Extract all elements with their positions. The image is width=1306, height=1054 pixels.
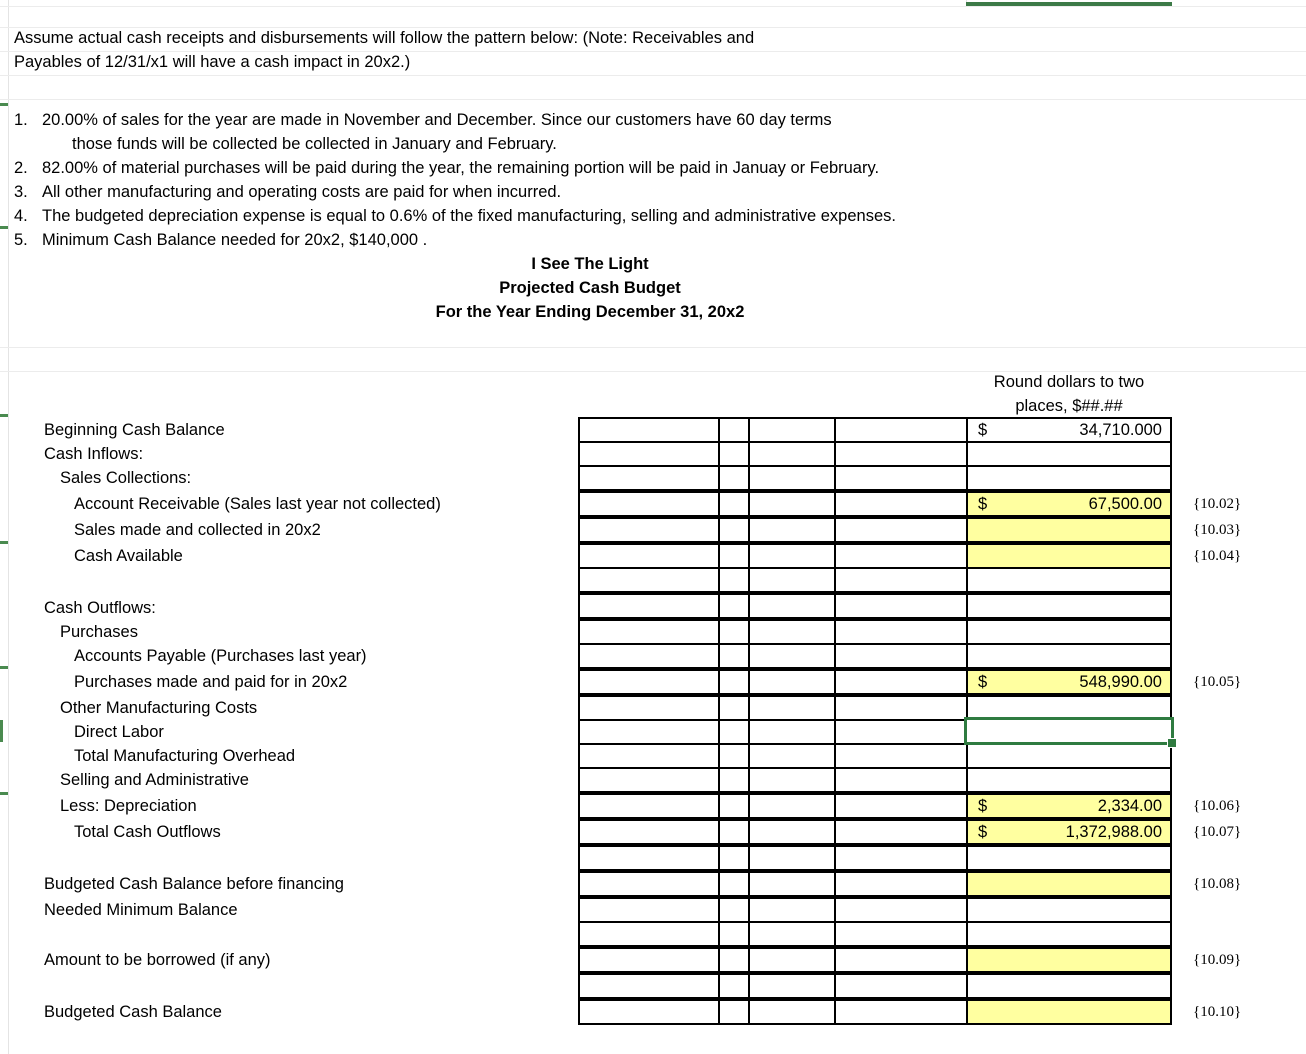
- work-cell[interactable]: [578, 897, 720, 923]
- answer-cell-bg[interactable]: [966, 593, 1172, 619]
- work-cell[interactable]: [718, 947, 750, 973]
- work-cell[interactable]: [748, 897, 836, 923]
- work-cell[interactable]: [748, 793, 836, 819]
- work-cell[interactable]: [748, 441, 836, 467]
- answer-cell-bg[interactable]: [966, 845, 1172, 871]
- label-cash-inflows: Cash Inflows:: [44, 445, 144, 463]
- note-text: All other manufacturing and operating costs are paid for when incurred.: [42, 183, 562, 201]
- selected-cell[interactable]: [964, 717, 1174, 745]
- purchases-paid-input[interactable]: [966, 669, 1172, 695]
- work-cell[interactable]: [578, 819, 720, 845]
- ref-code: {10.09}: [1193, 952, 1242, 968]
- currency-symbol: $: [978, 495, 988, 513]
- label-direct-labor: Direct Labor: [74, 723, 164, 741]
- ref-code: {10.07}: [1193, 824, 1242, 840]
- cell-value: 2,334.00: [1097, 797, 1162, 815]
- work-cell[interactable]: [748, 719, 836, 745]
- work-cell[interactable]: [748, 643, 836, 669]
- work-cell[interactable]: [748, 743, 836, 769]
- work-cell[interactable]: [578, 743, 720, 769]
- work-cell[interactable]: [748, 819, 836, 845]
- work-cell[interactable]: [834, 999, 968, 1025]
- work-cell[interactable]: [578, 593, 720, 619]
- work-cell[interactable]: [834, 669, 968, 695]
- budgeted-cash-balance-input[interactable]: [966, 999, 1172, 1025]
- note-number: 5.: [14, 231, 28, 249]
- work-cell[interactable]: [834, 719, 968, 745]
- work-cell[interactable]: [718, 417, 750, 443]
- note-text: 82.00% of material purchases will be paid during the year, the remaining portion will be paid in Januay or February.: [42, 159, 880, 177]
- currency-symbol: $: [978, 673, 988, 691]
- balance-before-financing-input[interactable]: [966, 871, 1172, 897]
- label-accounts-receivable: Account Receivable (Sales last year not collected): [74, 495, 441, 513]
- work-cell[interactable]: [718, 999, 750, 1025]
- cell-value: 1,372,988.00: [1065, 823, 1162, 841]
- ref-code: {10.08}: [1193, 876, 1242, 892]
- work-cell[interactable]: [748, 921, 836, 947]
- work-cell[interactable]: [718, 619, 750, 645]
- work-cell[interactable]: [578, 999, 720, 1025]
- currency-symbol: $: [978, 823, 988, 841]
- work-cell[interactable]: [718, 973, 750, 999]
- work-cell[interactable]: [834, 593, 968, 619]
- label-cash-available: Cash Available: [74, 547, 183, 565]
- sales-collected-input[interactable]: [966, 517, 1172, 543]
- work-cell[interactable]: [748, 619, 836, 645]
- work-cell[interactable]: [718, 669, 750, 695]
- note-number: 3.: [14, 183, 28, 201]
- work-cell[interactable]: [718, 465, 750, 491]
- work-cell[interactable]: [834, 441, 968, 467]
- beginning-cash-cell[interactable]: [966, 417, 1172, 443]
- work-cell[interactable]: [578, 973, 720, 999]
- work-cell[interactable]: [834, 517, 968, 543]
- work-cell[interactable]: [718, 767, 750, 793]
- depreciation-input[interactable]: [966, 793, 1172, 819]
- work-cell[interactable]: [718, 441, 750, 467]
- work-cell[interactable]: [834, 767, 968, 793]
- work-cell[interactable]: [718, 719, 750, 745]
- work-cell[interactable]: [834, 947, 968, 973]
- work-cell[interactable]: [578, 491, 720, 517]
- work-cell[interactable]: [834, 695, 968, 721]
- work-cell[interactable]: [718, 819, 750, 845]
- company-name: I See The Light: [531, 255, 649, 273]
- answer-cell-bg[interactable]: [966, 897, 1172, 923]
- work-cell[interactable]: [748, 871, 836, 897]
- cell-value: 34,710.000: [1079, 421, 1162, 439]
- work-cell[interactable]: [718, 593, 750, 619]
- work-cell[interactable]: [578, 871, 720, 897]
- note-number: 1.: [14, 111, 28, 129]
- work-cell[interactable]: [578, 465, 720, 491]
- work-cell[interactable]: [718, 695, 750, 721]
- report-title: Projected Cash Budget: [499, 279, 681, 297]
- label-balance-before-financing: Budgeted Cash Balance before financing: [44, 875, 344, 893]
- ref-code: {10.02}: [1193, 496, 1242, 512]
- total-outflows-input[interactable]: [966, 819, 1172, 845]
- work-cell[interactable]: [578, 921, 720, 947]
- work-cell[interactable]: [578, 619, 720, 645]
- work-cell[interactable]: [748, 567, 836, 593]
- work-cell[interactable]: [748, 999, 836, 1025]
- note-text: Minimum Cash Balance needed for 20x2, $140,000 .: [42, 231, 428, 249]
- label-accounts-payable: Accounts Payable (Purchases last year): [74, 647, 367, 665]
- work-cell[interactable]: [578, 643, 720, 669]
- note-number: 2.: [14, 159, 28, 177]
- work-cell[interactable]: [578, 417, 720, 443]
- label-selling-admin: Selling and Administrative: [60, 771, 249, 789]
- work-cell[interactable]: [578, 947, 720, 973]
- work-cell[interactable]: [834, 897, 968, 923]
- work-cell[interactable]: [748, 491, 836, 517]
- cell-value: 67,500.00: [1088, 495, 1162, 513]
- cell-value: 548,990.00: [1079, 673, 1162, 691]
- label-cash-outflows: Cash Outflows:: [44, 599, 156, 617]
- intro-line-1: Assume actual cash receipts and disbursements will follow the pattern below: (Note: Receivables and: [14, 29, 755, 47]
- note-number: 4.: [14, 207, 28, 225]
- fill-handle[interactable]: [1167, 738, 1177, 748]
- work-cell[interactable]: [718, 793, 750, 819]
- work-cell[interactable]: [748, 465, 836, 491]
- work-cell[interactable]: [834, 921, 968, 947]
- work-cell[interactable]: [834, 567, 968, 593]
- answer-cell-bg[interactable]: [966, 465, 1172, 491]
- answer-cell-bg[interactable]: [966, 441, 1172, 467]
- note-text: The budgeted depreciation expense is equal to 0.6% of the fixed manufacturing, selling and administrative expenses.: [42, 207, 896, 225]
- note-text: those funds will be collected be collected in January and February.: [72, 135, 557, 153]
- label-purchases: Purchases: [60, 623, 138, 641]
- label-minimum-balance: Needed Minimum Balance: [44, 901, 238, 919]
- ref-code: {10.03}: [1193, 522, 1242, 538]
- report-period: For the Year Ending December 31, 20x2: [435, 303, 745, 321]
- work-cell[interactable]: [748, 973, 836, 999]
- work-cell[interactable]: [834, 643, 968, 669]
- work-cell[interactable]: [718, 567, 750, 593]
- answer-cell-bg[interactable]: [966, 743, 1172, 769]
- label-manufacturing-overhead: Total Manufacturing Overhead: [74, 747, 296, 765]
- answer-cell-bg[interactable]: [966, 921, 1172, 947]
- answer-cell-bg[interactable]: [966, 619, 1172, 645]
- work-cell[interactable]: [718, 543, 750, 569]
- label-sales-collected: Sales made and collected in 20x2: [74, 521, 321, 539]
- cash-available-input[interactable]: [966, 543, 1172, 569]
- currency-symbol: $: [978, 797, 988, 815]
- work-cell[interactable]: [834, 465, 968, 491]
- ref-code: {10.10}: [1193, 1004, 1242, 1020]
- work-cell[interactable]: [718, 643, 750, 669]
- work-cell[interactable]: [718, 845, 750, 871]
- work-cell[interactable]: [718, 897, 750, 923]
- label-beginning-cash: Beginning Cash Balance: [44, 421, 225, 439]
- work-cell[interactable]: [578, 719, 720, 745]
- label-other-manufacturing: Other Manufacturing Costs: [60, 699, 258, 717]
- intro-line-2: Payables of 12/31/x1 will have a cash impact in 20x2.): [14, 53, 411, 71]
- answer-cell-bg[interactable]: [966, 643, 1172, 669]
- ref-code: {10.04}: [1193, 548, 1242, 564]
- currency-symbol: $: [978, 421, 988, 439]
- work-cell[interactable]: [718, 517, 750, 543]
- work-cell[interactable]: [834, 793, 968, 819]
- accounts-receivable-input[interactable]: [966, 491, 1172, 517]
- work-cell[interactable]: [834, 871, 968, 897]
- round-note-line-1: Round dollars to two: [993, 373, 1145, 391]
- work-cell[interactable]: [578, 669, 720, 695]
- work-cell[interactable]: [578, 543, 720, 569]
- amount-borrowed-input[interactable]: [966, 947, 1172, 973]
- work-cell[interactable]: [718, 743, 750, 769]
- work-cell[interactable]: [718, 921, 750, 947]
- work-cell[interactable]: [748, 845, 836, 871]
- work-cell[interactable]: [748, 517, 836, 543]
- label-sales-collections: Sales Collections:: [60, 469, 192, 487]
- answer-cell-bg[interactable]: [966, 973, 1172, 999]
- work-cell[interactable]: [834, 973, 968, 999]
- work-cell[interactable]: [718, 871, 750, 897]
- ref-code: {10.06}: [1193, 798, 1242, 814]
- label-budgeted-cash-balance: Budgeted Cash Balance: [44, 1003, 222, 1021]
- answer-cell-bg[interactable]: [966, 767, 1172, 793]
- work-cell[interactable]: [834, 819, 968, 845]
- work-cell[interactable]: [834, 417, 968, 443]
- answer-cell-bg[interactable]: [966, 567, 1172, 593]
- work-cell[interactable]: [834, 743, 968, 769]
- work-cell[interactable]: [578, 441, 720, 467]
- work-cell[interactable]: [748, 593, 836, 619]
- work-cell[interactable]: [834, 491, 968, 517]
- label-amount-borrowed: Amount to be borrowed (if any): [44, 951, 271, 969]
- work-cell[interactable]: [834, 619, 968, 645]
- work-cell[interactable]: [748, 543, 836, 569]
- work-cell[interactable]: [748, 947, 836, 973]
- label-total-outflows: Total Cash Outflows: [74, 823, 221, 841]
- round-note-line-2: places, $##.##: [1015, 397, 1123, 415]
- work-cell[interactable]: [748, 417, 836, 443]
- work-cell[interactable]: [578, 517, 720, 543]
- work-cell[interactable]: [748, 695, 836, 721]
- work-cell[interactable]: [718, 491, 750, 517]
- work-cell[interactable]: [748, 767, 836, 793]
- label-purchases-paid: Purchases made and paid for in 20x2: [74, 673, 348, 691]
- work-cell[interactable]: [748, 669, 836, 695]
- work-cell[interactable]: [578, 845, 720, 871]
- work-cell[interactable]: [834, 543, 968, 569]
- work-cell[interactable]: [834, 845, 968, 871]
- label-depreciation: Less: Depreciation: [60, 797, 197, 815]
- column-selection-indicator: [966, 2, 1172, 6]
- work-cell[interactable]: [578, 695, 720, 721]
- work-cell[interactable]: [578, 767, 720, 793]
- work-cell[interactable]: [578, 793, 720, 819]
- ref-code: {10.05}: [1193, 674, 1242, 690]
- work-cell[interactable]: [578, 567, 720, 593]
- note-text: 20.00% of sales for the year are made in November and December. Since our customers have 60 day terms: [42, 111, 832, 129]
